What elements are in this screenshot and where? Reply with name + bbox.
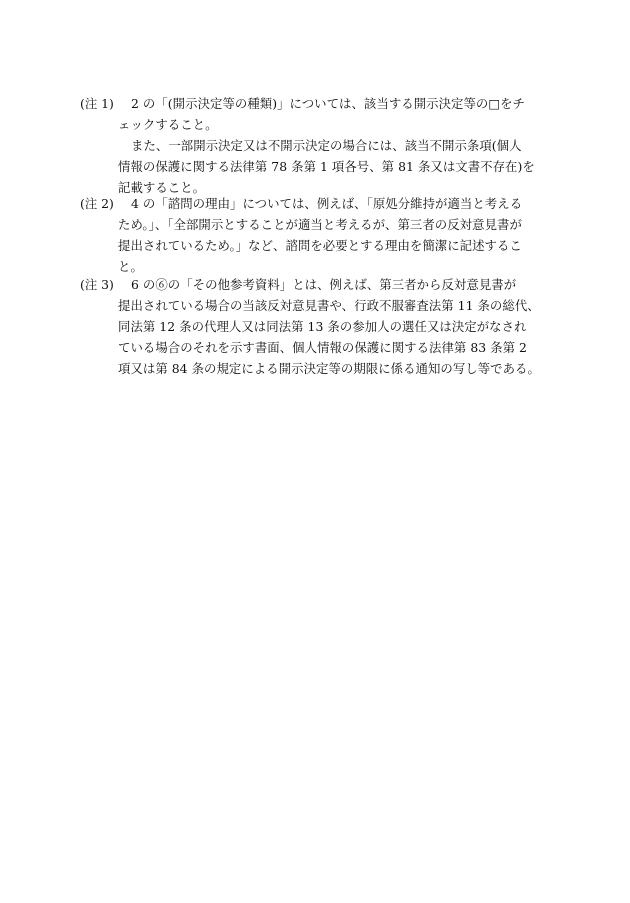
note-line: ため。」、「全部開示とすることが適当と考えるが、第三者の反対意見書が [118, 217, 522, 232]
note-line: 6 の⑥の「その他参考資料」とは、例えば、第三者から反対意見書が [131, 277, 517, 292]
note-line: 同法第 12 条の代理人又は同法第 13 条の参加人の選任又は決定がなされ [118, 319, 527, 334]
note-label: (注 1) [80, 96, 114, 111]
note-line: ェックすること。 [118, 117, 218, 132]
note-line: 4 の「諮問の理由」については、例えば、「原処分維持が適当と考える [131, 196, 523, 211]
note-line: 提出されている場合の当該反対意見書や、行政不服審査法第 11 条の総代、 [118, 298, 540, 313]
note-line: 2 の「(開示決定等の種類)」については、該当する開示決定等の□をチ [131, 96, 525, 111]
note-line: と。 [118, 259, 143, 274]
note-label: (注 3) [80, 277, 114, 292]
note-line: ている場合のそれを示す書面、個人情報の保護に関する法律第 83 条第 2 [118, 340, 527, 355]
note-body [118, 274, 570, 379]
note-line: 提出されているため。」など、諮問を必要とする理由を簡潔に記述するこ [118, 238, 522, 253]
note-line: 項又は第 84 条の規定による開示決定等の期限に係る通知の写し等である。 [118, 361, 540, 376]
note-line: また、一部開示決定又は不開示決定の場合には、該当不開示条項(個人 [131, 138, 522, 153]
note-body [118, 93, 570, 198]
note-body [118, 193, 570, 277]
note-label: (注 2) [80, 196, 114, 211]
note-line: 記載すること。 [118, 180, 206, 195]
note-line: 情報の保護に関する法律第 78 条第 1 項各号、第 81 条又は文書不存在)を [118, 159, 535, 174]
